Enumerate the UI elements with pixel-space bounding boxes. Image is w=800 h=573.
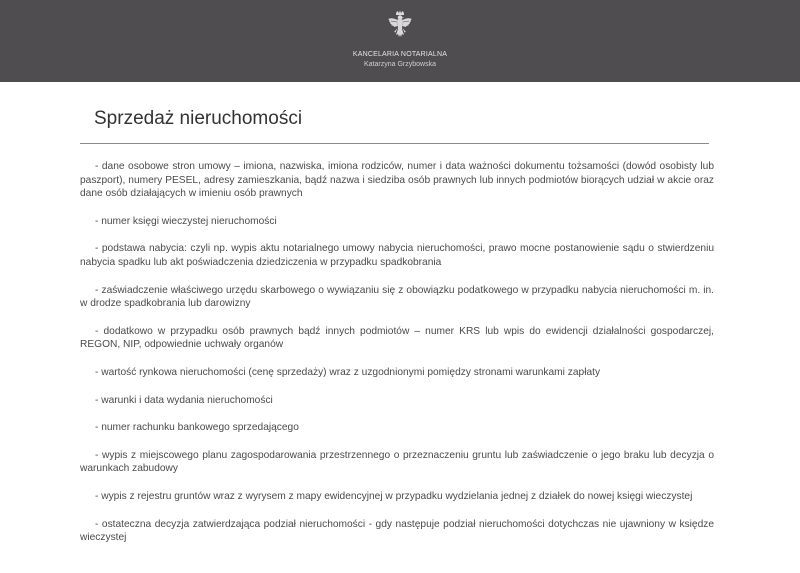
requirements-list — [80, 160, 714, 559]
site-header — [0, 0, 800, 82]
list-item: - ostateczna decyzja zatwierdzająca podział nieruchomości - gdy następuje podział nieruchomości dotychczas nie ujawniony w księdze wieczystej — [80, 518, 714, 544]
brand-name[interactable]: KANCELARIA NOTARIALNA — [352, 51, 448, 58]
page-title: Sprzedaż nieruchomości — [94, 108, 303, 129]
polish-eagle-emblem-icon[interactable] — [387, 10, 413, 42]
list-item: - numer rachunku bankowego sprzedającego — [95, 422, 299, 434]
list-item: - wartość rynkowa nieruchomości (cenę sprzedaży) wraz z uzgodnionymi pomiędzy stronami warunkami zapłaty — [95, 366, 601, 378]
list-item: - warunki i data wydania nieruchomości — [95, 394, 273, 406]
list-item: - numer księgi wieczystej nieruchomości — [95, 215, 277, 227]
list-item: - dane osobowe stron umowy – imiona, nazwiska, imiona rodziców, numer i data ważności dokumentu tożsamości (dowód osobisty lub paszport), numery PESEL, adresy zamieszkania, bądź nazwa i siedziba osób prawnych lub innych podmiotów biorących udział w akcie oraz dane osób działających w imieniu osób prawnych — [80, 161, 714, 200]
title-divider — [80, 143, 709, 144]
list-item: - wypis z rejestru gruntów wraz z wyrysem z mapy ewidencyjnej w przypadku wydzielania jednej z działek do nowej księgi wieczystej — [95, 490, 693, 502]
list-item: - zaświadczenie właściwego urzędu skarbowego o wywiązaniu się z obowiązku podatkowego w przypadku nabycia nieruchomości m. in. w drodze spadkobrania lub darowizny — [80, 284, 714, 310]
list-item: - podstawa nabycia: czyli np. wypis aktu notarialnego umowy nabycia nieruchomości, prawo mocne postanowienie sądu o stwierdzeniu nabycia spadku lub akt poświadczenia dziedziczenia w przypadku spadkobrania — [80, 243, 714, 268]
list-item: - wypis z miejscowego planu zagospodarowania przestrzennego o przeznaczeniu gruntu lub zaświadczenie o jego braku lub decyzja o warunkach zabudowy — [80, 449, 714, 475]
list-item: - dodatkowo w przypadku osób prawnych bądź innych podmiotów – numer KRS lub wpis do ewidencji działalności gospodarczej, REGON, NIP, odpowiednie uchwały organów — [80, 325, 714, 351]
brand-person-name[interactable]: Katarzyna Grzybowska — [364, 61, 436, 68]
